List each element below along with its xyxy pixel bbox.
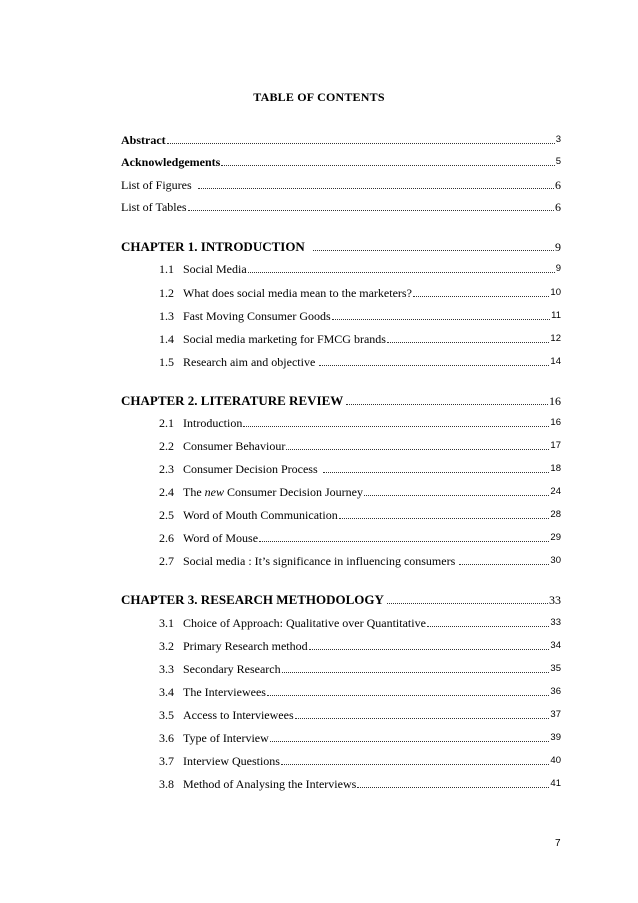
toc-section-number: 3.2 bbox=[159, 639, 174, 653]
dot-leader bbox=[259, 541, 549, 542]
toc-section-number: 1.2 bbox=[159, 286, 174, 300]
toc-section-2-7[interactable] bbox=[159, 552, 561, 568]
toc-section-page: 29 bbox=[550, 532, 561, 543]
toc-section-2-5[interactable] bbox=[159, 506, 561, 522]
toc-section-label: Method of Analysing the Interviews bbox=[183, 777, 357, 791]
dot-leader bbox=[221, 165, 554, 166]
dot-leader bbox=[427, 626, 549, 627]
toc-chapter-page: 33 bbox=[549, 593, 561, 607]
toc-section-2-3[interactable] bbox=[159, 460, 561, 476]
toc-entry-acknowledgements[interactable] bbox=[121, 153, 561, 169]
toc-section-number: 1.4 bbox=[159, 332, 174, 346]
dot-leader bbox=[332, 319, 550, 320]
toc-section-number: 3.6 bbox=[159, 731, 174, 745]
toc-section-2-4[interactable] bbox=[159, 483, 561, 499]
toc-section-3-8[interactable] bbox=[159, 775, 561, 791]
dot-leader bbox=[313, 250, 554, 251]
toc-section-page: 36 bbox=[550, 686, 561, 697]
toc-section-label: The Interviewees bbox=[183, 685, 266, 699]
toc-section-label: What does social media mean to the marketers? bbox=[183, 286, 412, 300]
dot-leader bbox=[248, 272, 555, 273]
toc-section-label: Word of Mouse bbox=[183, 531, 259, 545]
toc-chapter-page: 9 bbox=[555, 240, 561, 254]
toc-section-page: 17 bbox=[550, 440, 561, 451]
dot-leader bbox=[282, 672, 550, 673]
toc-section-number: 2.3 bbox=[159, 462, 174, 476]
dot-leader bbox=[413, 296, 550, 297]
toc-section-1-4[interactable] bbox=[159, 330, 561, 346]
dot-leader bbox=[281, 764, 549, 765]
toc-section-page: 12 bbox=[550, 333, 561, 344]
dot-leader bbox=[323, 472, 550, 473]
toc-section-number: 2.4 bbox=[159, 485, 174, 499]
toc-section-label: Consumer Behaviour bbox=[183, 439, 286, 453]
toc-section-page: 33 bbox=[550, 617, 561, 628]
toc-section-number: 2.1 bbox=[159, 416, 174, 430]
toc-section-3-7[interactable] bbox=[159, 752, 561, 768]
toc-section-label: Introduction bbox=[183, 416, 243, 430]
page-number: 7 bbox=[555, 838, 561, 849]
toc-section-page: 11 bbox=[551, 310, 561, 321]
toc-section-label-post: Consumer Decision Journey bbox=[224, 485, 363, 499]
dot-leader bbox=[267, 695, 549, 696]
toc-section-1-5[interactable] bbox=[159, 353, 561, 369]
toc-entry-label: Acknowledgements bbox=[121, 155, 221, 169]
toc-section-number: 2.5 bbox=[159, 508, 174, 522]
toc-section-page: 14 bbox=[550, 356, 561, 367]
toc-section-page: 28 bbox=[550, 509, 561, 520]
dot-leader bbox=[346, 404, 548, 405]
toc-section-page: 16 bbox=[550, 417, 561, 428]
dot-leader bbox=[286, 449, 549, 450]
dot-leader bbox=[319, 365, 549, 366]
toc-section-label: Word of Mouth Communication bbox=[183, 508, 338, 522]
toc-section-number: 1.1 bbox=[159, 262, 174, 276]
toc-chapter-2[interactable] bbox=[121, 392, 561, 408]
toc-section-page: 18 bbox=[550, 463, 561, 474]
dot-leader bbox=[198, 188, 554, 189]
toc-section-1-3[interactable] bbox=[159, 307, 561, 323]
toc-section-2-6[interactable] bbox=[159, 529, 561, 545]
toc-section-number: 3.5 bbox=[159, 708, 174, 722]
dot-leader bbox=[459, 564, 549, 565]
toc-section-3-5[interactable] bbox=[159, 706, 561, 722]
toc-section-label: Research aim and objective bbox=[183, 355, 316, 369]
dot-leader bbox=[188, 210, 554, 211]
toc-chapter-3[interactable] bbox=[121, 591, 561, 607]
toc-section-page: 30 bbox=[550, 555, 561, 566]
toc-section-label-pre: The bbox=[183, 485, 205, 499]
toc-chapter-page: 16 bbox=[549, 394, 561, 408]
dot-leader bbox=[364, 495, 549, 496]
toc-section-number: 3.8 bbox=[159, 777, 174, 791]
toc-section-label: Social media marketing for FMCG brands bbox=[183, 332, 386, 346]
toc-section-3-6[interactable] bbox=[159, 729, 561, 745]
toc-section-label: Type of Interview bbox=[183, 731, 269, 745]
toc-section-number: 2.6 bbox=[159, 531, 174, 545]
toc-chapter-label: CHAPTER 1. INTRODUCTION bbox=[121, 239, 305, 254]
toc-section-label-emphasis: new bbox=[204, 485, 224, 499]
toc-section-number: 1.3 bbox=[159, 309, 174, 323]
toc-section-number: 3.4 bbox=[159, 685, 174, 699]
toc-section-3-3[interactable] bbox=[159, 660, 561, 676]
toc-section-label: Social Media bbox=[183, 262, 247, 276]
toc-section-3-1[interactable] bbox=[159, 614, 561, 630]
toc-entry-abstract[interactable] bbox=[121, 131, 561, 147]
toc-entry-list-of-tables[interactable] bbox=[121, 198, 561, 214]
dot-leader bbox=[167, 143, 555, 144]
toc-section-3-2[interactable] bbox=[159, 637, 561, 653]
toc-section-label: Choice of Approach: Qualitative over Quantitative bbox=[183, 616, 426, 630]
toc-section-page: 41 bbox=[550, 778, 561, 789]
toc-section-label bbox=[183, 485, 363, 499]
dot-leader bbox=[243, 426, 549, 427]
dot-leader bbox=[387, 342, 549, 343]
toc-section-page: 39 bbox=[550, 732, 561, 743]
toc-section-number: 2.7 bbox=[159, 554, 174, 568]
toc-section-2-1[interactable] bbox=[159, 414, 561, 430]
toc-section-2-2[interactable] bbox=[159, 437, 561, 453]
toc-section-number: 3.1 bbox=[159, 616, 174, 630]
dot-leader bbox=[295, 718, 550, 719]
dot-leader bbox=[309, 649, 550, 650]
toc-section-label: Primary Research method bbox=[183, 639, 308, 653]
dot-leader bbox=[357, 787, 549, 788]
dot-leader bbox=[339, 518, 550, 519]
toc-entry-page: 5 bbox=[555, 156, 561, 167]
toc-section-label: Consumer Decision Process bbox=[183, 462, 318, 476]
toc-entry-label: List of Figures bbox=[121, 178, 192, 192]
toc-section-page: 37 bbox=[550, 709, 561, 720]
toc-title: TABLE OF CONTENTS bbox=[253, 90, 385, 104]
toc-section-page: 40 bbox=[550, 755, 561, 766]
toc-section-page: 35 bbox=[550, 663, 561, 674]
dot-leader bbox=[270, 741, 550, 742]
toc-entry-page: 3 bbox=[555, 134, 561, 145]
toc-section-3-4[interactable] bbox=[159, 683, 561, 699]
toc-section-number: 1.5 bbox=[159, 355, 174, 369]
toc-chapter-label: CHAPTER 2. LITERATURE REVIEW bbox=[121, 393, 344, 408]
toc-section-number: 3.3 bbox=[159, 662, 174, 676]
toc-section-label: Social media : It’s significance in influencing consumers bbox=[183, 554, 456, 568]
toc-section-number: 2.2 bbox=[159, 439, 174, 453]
toc-section-label: Secondary Research bbox=[183, 662, 281, 676]
toc-section-1-2[interactable] bbox=[159, 284, 561, 300]
toc-section-page: 34 bbox=[550, 640, 561, 651]
toc-chapter-label: CHAPTER 3. RESEARCH METHODOLOGY bbox=[121, 592, 384, 607]
toc-section-1-1[interactable] bbox=[159, 260, 561, 276]
toc-section-number: 3.7 bbox=[159, 754, 174, 768]
toc-entry-label: List of Tables bbox=[121, 200, 187, 214]
toc-entry-label: Abstract bbox=[121, 133, 166, 147]
toc-section-page: 24 bbox=[550, 486, 561, 497]
dot-leader bbox=[387, 603, 548, 604]
toc-entry-page: 6 bbox=[555, 178, 561, 192]
toc-entry-page: 6 bbox=[555, 200, 561, 214]
toc-section-page: 9 bbox=[555, 263, 561, 274]
toc-entry-list-of-figures[interactable] bbox=[121, 176, 561, 192]
toc-chapter-1[interactable] bbox=[121, 238, 561, 254]
toc-section-label: Interview Questions bbox=[183, 754, 280, 768]
toc-section-label: Fast Moving Consumer Goods bbox=[183, 309, 331, 323]
toc-section-label: Access to Interviewees bbox=[183, 708, 294, 722]
toc-section-page: 10 bbox=[550, 287, 561, 298]
